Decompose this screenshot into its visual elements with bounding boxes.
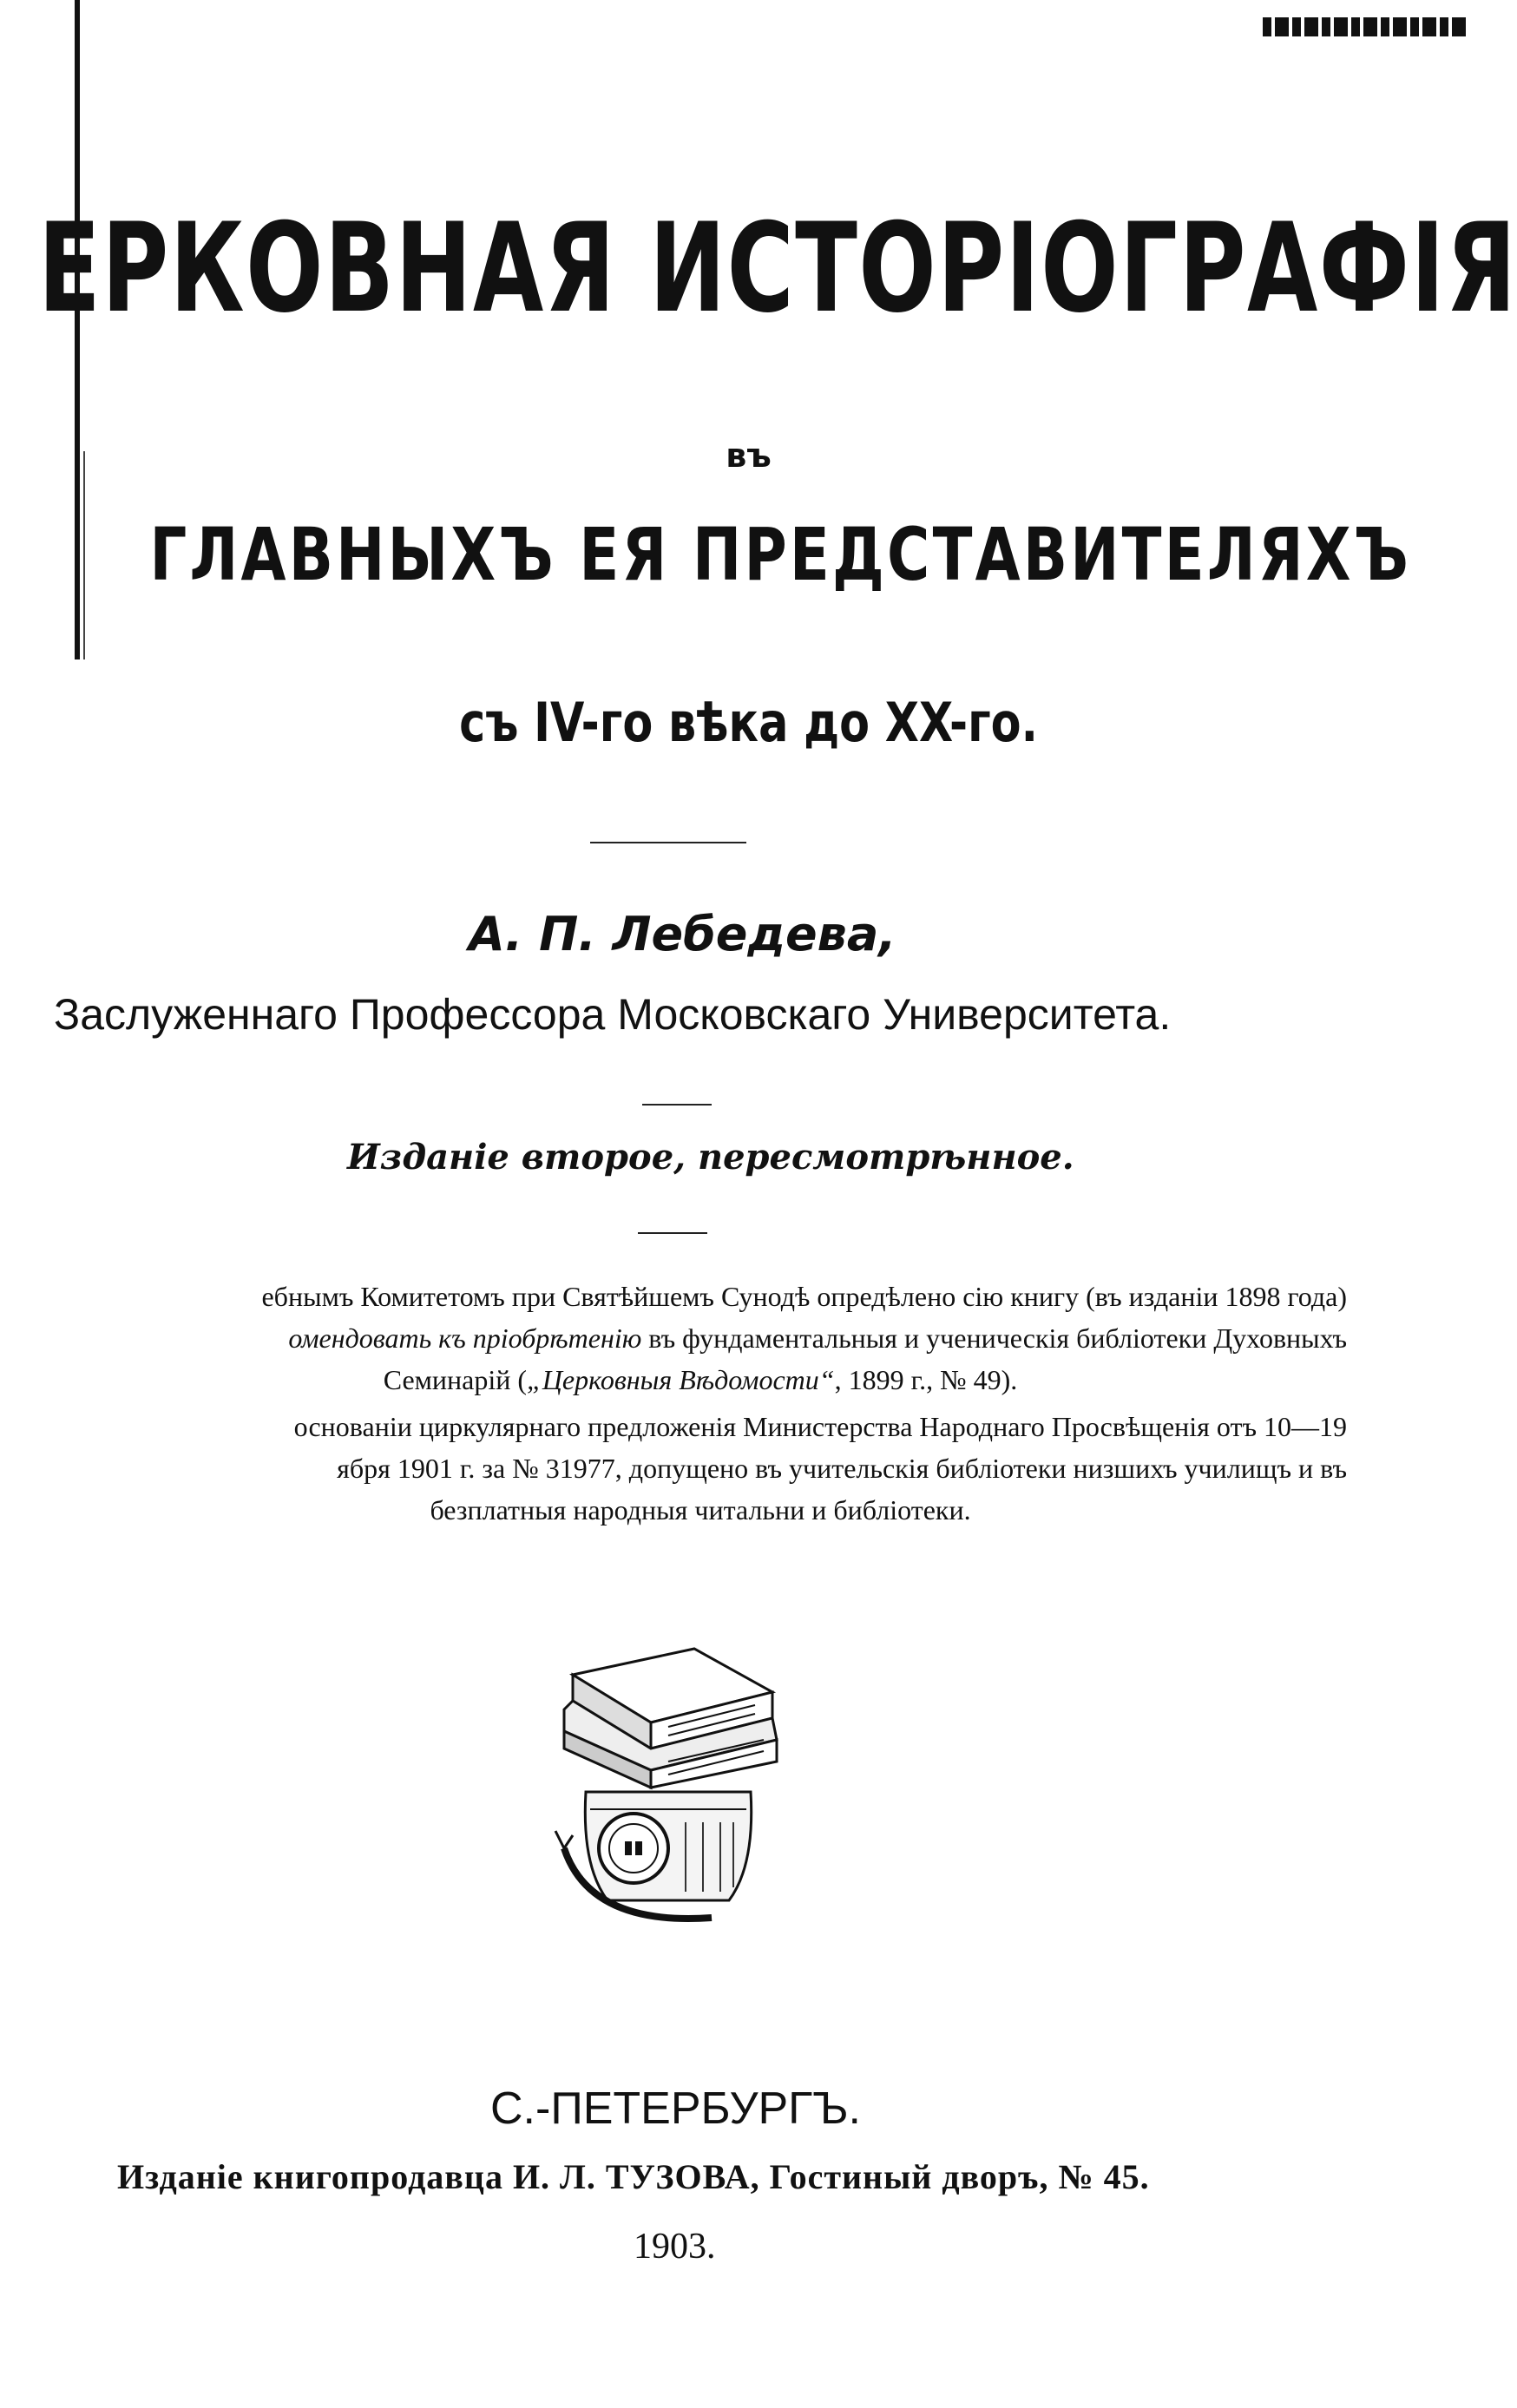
book-period: съ IV-го вѣка до XX-го. [459,691,1038,754]
imprint-city: С.-ПЕТЕРБУРГЪ. [490,2083,861,2134]
note-italic: омендовать къ пріобрѣтенію [288,1322,642,1354]
corner-print-mark [1263,17,1467,36]
book-subtitle: ГЛАВНЫХЪ ЕЯ ПРЕДСТАВИТЕЛЯХЪ [149,512,1412,597]
note-italic: „Церковныя Вѣдомости“ [527,1364,835,1395]
divider [638,1232,707,1234]
author-name: А. П. Лебедева, [469,907,896,961]
note-text: , 1899 г., № 49). [834,1364,1018,1395]
note-line: ебнымъ Комитетомъ при Святѣйшемъ Сунодѣ опредѣлено сію книгу (въ изданіи 1898 года) [261,1281,1347,1312]
page-edge-line-secondary [83,451,85,659]
note-text: Семинарій ( [383,1364,528,1395]
note-line [54,1317,1347,1359]
approval-note-ministry [54,1406,1347,1531]
imprint-publisher: Изданіе книгопродавца И. Л. ТУЗОВА, Гостиный дворъ, № 45. [117,2157,1150,2196]
edition-statement: Изданіе второе, пересмотрѣнное. [347,1137,1074,1178]
note-text: въ фундаментальныя и ученическія библіотеки Духовныхъ [641,1322,1347,1354]
book-title-text: ЕРКОВНАЯ ИСТОРІОГРАФІЯ [38,197,1517,340]
divider [642,1104,712,1106]
note-line: безплатныя народныя читальни и библіотеки. [430,1494,971,1526]
book-title [38,156,1517,390]
books-emblem-icon [538,1640,798,1926]
note-line: основаніи циркулярнаго предложенія Министерства Народнаго Просвѣщенія отъ 10—19 [293,1411,1347,1442]
imprint-year: 1903. [634,2227,716,2267]
note-line [54,1359,1347,1401]
author-title: Заслуженнаго Профессора Московскаго Университета. [54,990,1172,1039]
note-line: ября 1901 г. за № 31977, допущено въ учительскія библіотеки низшихъ училищъ и въ [337,1453,1347,1484]
divider [590,842,746,843]
title-connector: въ [726,436,772,475]
approval-note-synod [54,1276,1347,1401]
